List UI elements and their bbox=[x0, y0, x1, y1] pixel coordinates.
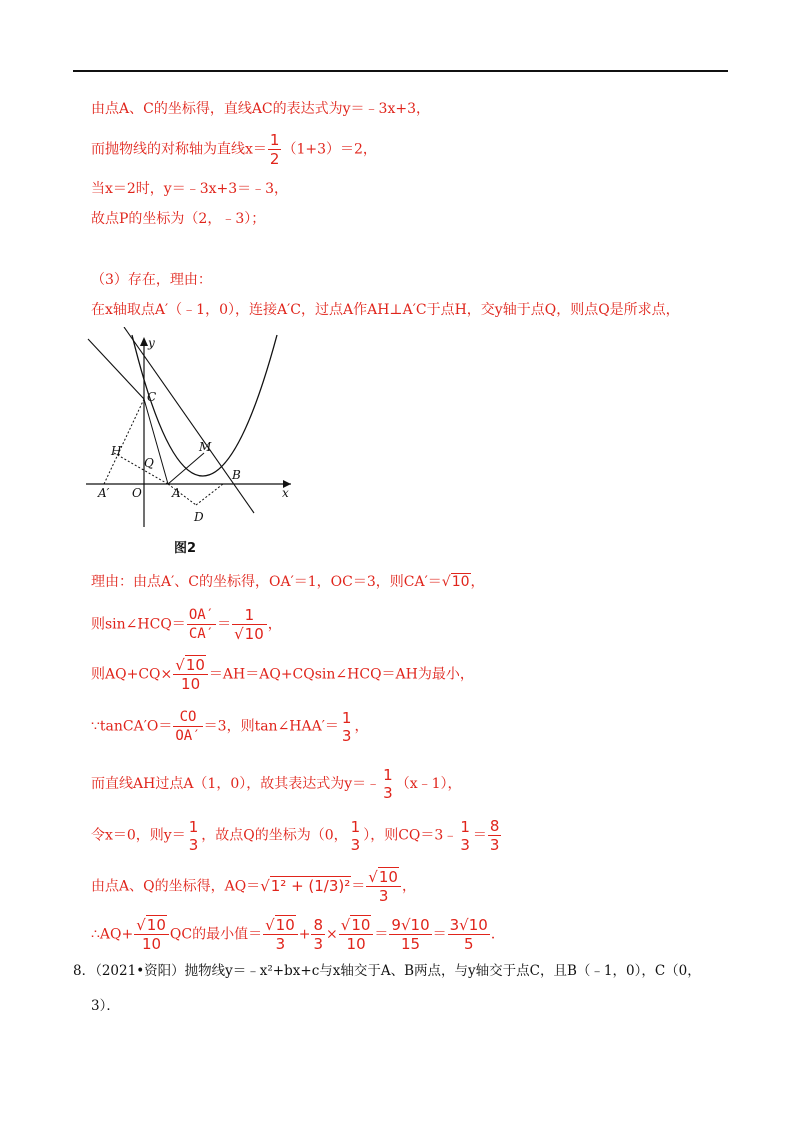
label-x: x bbox=[282, 486, 289, 500]
solution-line-11 bbox=[91, 766, 462, 802]
text-segment: （x﹣1）， bbox=[395, 776, 462, 792]
fraction-numerator: 1 bbox=[350, 817, 361, 836]
text-segment: ），则CQ＝3﹣ bbox=[363, 827, 458, 844]
fraction-eight-thirds bbox=[488, 817, 502, 854]
label-y: y bbox=[148, 336, 155, 350]
radicand: 10 bbox=[244, 625, 264, 643]
label-a-prime: A′ bbox=[98, 486, 110, 500]
text-segment: ， bbox=[354, 718, 369, 735]
fraction-eight-thirds bbox=[311, 916, 325, 953]
text-segment: 而直线AH过点A（1，0），故其表达式为y＝﹣ bbox=[91, 776, 381, 792]
radicand: 10 bbox=[351, 916, 371, 934]
fraction-root10-over-10 bbox=[173, 656, 208, 693]
text-segment: × bbox=[326, 926, 338, 943]
fraction-denominator: 3 bbox=[489, 836, 500, 854]
fraction-numerator: 1 bbox=[341, 708, 352, 727]
text-segment: ，故点Q的坐标为（0， bbox=[201, 827, 348, 844]
fraction-one-third bbox=[458, 818, 472, 854]
fraction-denominator: 2 bbox=[269, 150, 280, 168]
fraction-numerator: 9√10 bbox=[391, 916, 430, 934]
question-8-line-2: 3）． bbox=[91, 998, 120, 1014]
solution-line-2 bbox=[91, 131, 377, 168]
fraction-denominator: OA′ bbox=[175, 728, 201, 744]
part-3-heading: （3）存在，理由： bbox=[91, 272, 212, 288]
fraction-root10-over-10 bbox=[134, 916, 169, 953]
sqrt-expression: √1² + (1/3)² bbox=[260, 876, 351, 895]
radicand: 1² + (1/3)² bbox=[270, 876, 351, 895]
text-segment: （1+3）＝2， bbox=[282, 141, 377, 158]
solution-line-8 bbox=[91, 606, 282, 643]
text-segment: ＝ bbox=[472, 827, 487, 844]
radicand: 10 bbox=[185, 656, 205, 674]
text-segment: ∵tanCA′O＝ bbox=[91, 718, 173, 735]
text-segment: QC的最小值＝ bbox=[169, 926, 263, 943]
sqrt-10: √10 bbox=[368, 868, 398, 886]
fraction-denominator: 10 bbox=[142, 935, 162, 953]
label-h: H bbox=[111, 444, 122, 458]
line-a-m bbox=[168, 453, 204, 484]
fraction-co-oa bbox=[173, 708, 202, 745]
sqrt-10: √10 bbox=[340, 916, 371, 934]
radicand: 10 bbox=[378, 868, 398, 886]
fraction-numerator: 1 bbox=[232, 606, 267, 625]
text-segment: 理由：由点A′、C的坐标得，OA′＝1，OC＝3，则CA′＝ bbox=[91, 574, 442, 590]
header-rule bbox=[73, 70, 728, 72]
text-segment: ＝ bbox=[217, 616, 232, 633]
fraction-9root10-over-15 bbox=[389, 916, 431, 953]
fraction-denominator: CA′ bbox=[188, 626, 215, 642]
text-segment: + bbox=[298, 926, 311, 943]
fraction-numerator: 8 bbox=[313, 916, 324, 934]
line-d-b bbox=[196, 484, 223, 505]
figure-caption: 图2 bbox=[174, 541, 197, 556]
solution-line-4: 故点P的坐标为（2，﹣3）； bbox=[91, 211, 266, 227]
text-segment: 则AQ+CQ× bbox=[91, 666, 173, 683]
solution-line-3: 当x＝2时，y＝﹣3x+3＝﹣3， bbox=[91, 181, 289, 197]
text-segment: ， bbox=[267, 616, 282, 633]
fraction-denominator: 3 bbox=[350, 835, 361, 854]
fraction-denominator: 5 bbox=[463, 935, 474, 953]
fraction-3root10-over-5 bbox=[448, 916, 490, 953]
y-axis-arrow bbox=[140, 337, 148, 346]
text-segment: 则sin∠HCQ＝ bbox=[91, 616, 186, 633]
fraction-root10-over-3 bbox=[263, 916, 298, 953]
fraction-root10-over-3 bbox=[366, 868, 401, 905]
fraction-one-third bbox=[381, 766, 395, 802]
solution-line-6: 在x轴取点A′（﹣1，0），连接A′C，过点A作AH⊥A′C于点H，交y轴于点Q，则点Q是所求点， bbox=[91, 302, 680, 318]
label-a: A bbox=[172, 486, 181, 500]
sqrt-10: √10 bbox=[234, 625, 264, 643]
text-segment: 令x＝0，则y＝ bbox=[91, 827, 186, 844]
sqrt-10: √10 bbox=[441, 574, 470, 590]
fraction-denominator: 10 bbox=[181, 675, 201, 693]
fraction-numerator: OA′ bbox=[188, 607, 215, 623]
line-c-a bbox=[144, 399, 168, 484]
label-d: D bbox=[194, 510, 204, 524]
fraction-numerator: 1 bbox=[188, 817, 199, 836]
text-segment: ， bbox=[470, 574, 485, 590]
text-segment: ， bbox=[401, 878, 416, 895]
solution-line-1: 由点A、C的坐标得，直线AC的表达式为y＝﹣3x+3， bbox=[91, 101, 430, 117]
radicand: 10 bbox=[451, 574, 470, 590]
label-q: Q bbox=[144, 456, 154, 470]
solution-line-13 bbox=[91, 868, 416, 905]
text-segment: ＝ bbox=[374, 926, 389, 943]
fraction-numerator: 1 bbox=[269, 131, 280, 149]
fraction-numerator: 1 bbox=[460, 817, 470, 836]
question-8-line-1: 8．（2021•资阳）抛物线y＝﹣x²+bx+c与x轴交于A、B两点，与y轴交于点C，且B（﹣1，0），C（0， bbox=[73, 963, 701, 979]
text-segment: ＝3，则tan∠HAA′＝ bbox=[203, 718, 339, 735]
label-c: C bbox=[147, 390, 157, 404]
fraction-denominator: 3 bbox=[313, 935, 324, 953]
fraction-denominator: 3 bbox=[460, 835, 470, 854]
fraction-denominator: 3 bbox=[275, 935, 286, 953]
fraction-denominator: 3 bbox=[378, 887, 389, 905]
label-m: M bbox=[199, 440, 212, 454]
solution-line-12 bbox=[91, 817, 502, 854]
text-segment: ＝AH＝AQ+CQsin∠HCQ＝AH为最小， bbox=[208, 666, 474, 683]
sqrt-10: √10 bbox=[136, 916, 166, 934]
parabola-figure bbox=[86, 327, 306, 527]
solution-line-10 bbox=[91, 708, 368, 745]
sqrt-10: √10 bbox=[265, 916, 295, 934]
fraction-half bbox=[268, 131, 282, 168]
fraction-numerator: 8 bbox=[489, 817, 500, 835]
fraction-denominator: 10 bbox=[346, 935, 366, 953]
solution-line-7 bbox=[91, 573, 485, 591]
fraction-denominator: 3 bbox=[341, 726, 352, 745]
fraction-denominator: 3 bbox=[188, 835, 199, 854]
solution-line-9 bbox=[91, 656, 474, 693]
sqrt-10: √10 bbox=[175, 656, 205, 674]
text-segment: 而抛物线的对称轴为直线x＝ bbox=[91, 141, 267, 158]
parabola-curve bbox=[132, 335, 277, 476]
text-segment: ＝ bbox=[351, 878, 366, 895]
label-o: O bbox=[132, 486, 142, 500]
text-segment: ＝ bbox=[432, 926, 447, 943]
line-h-a bbox=[114, 453, 168, 484]
fraction-root10-over-10 bbox=[339, 916, 374, 953]
fraction-one-third bbox=[187, 818, 201, 854]
fraction-one-third bbox=[349, 818, 363, 854]
radicand: 10 bbox=[146, 916, 166, 934]
solution-line-14 bbox=[91, 916, 505, 953]
fraction-denominator: 15 bbox=[400, 935, 421, 953]
text-segment: 由点A、Q的坐标得，AQ＝ bbox=[91, 878, 261, 895]
text-segment: ∴AQ+ bbox=[91, 926, 134, 943]
fraction-numerator: 3√10 bbox=[449, 916, 488, 934]
text-segment: ． bbox=[490, 926, 505, 943]
fraction-numerator: CO bbox=[173, 708, 202, 727]
fraction-oa-ca bbox=[187, 606, 216, 643]
label-b: B bbox=[232, 468, 241, 482]
fraction-one-over-root10 bbox=[232, 606, 267, 643]
line-a-prime-c bbox=[104, 399, 144, 484]
radicand: 10 bbox=[275, 916, 295, 934]
fraction-numerator: 1 bbox=[383, 766, 393, 784]
fraction-denominator: 3 bbox=[383, 784, 393, 802]
fraction-one-third bbox=[340, 709, 354, 745]
